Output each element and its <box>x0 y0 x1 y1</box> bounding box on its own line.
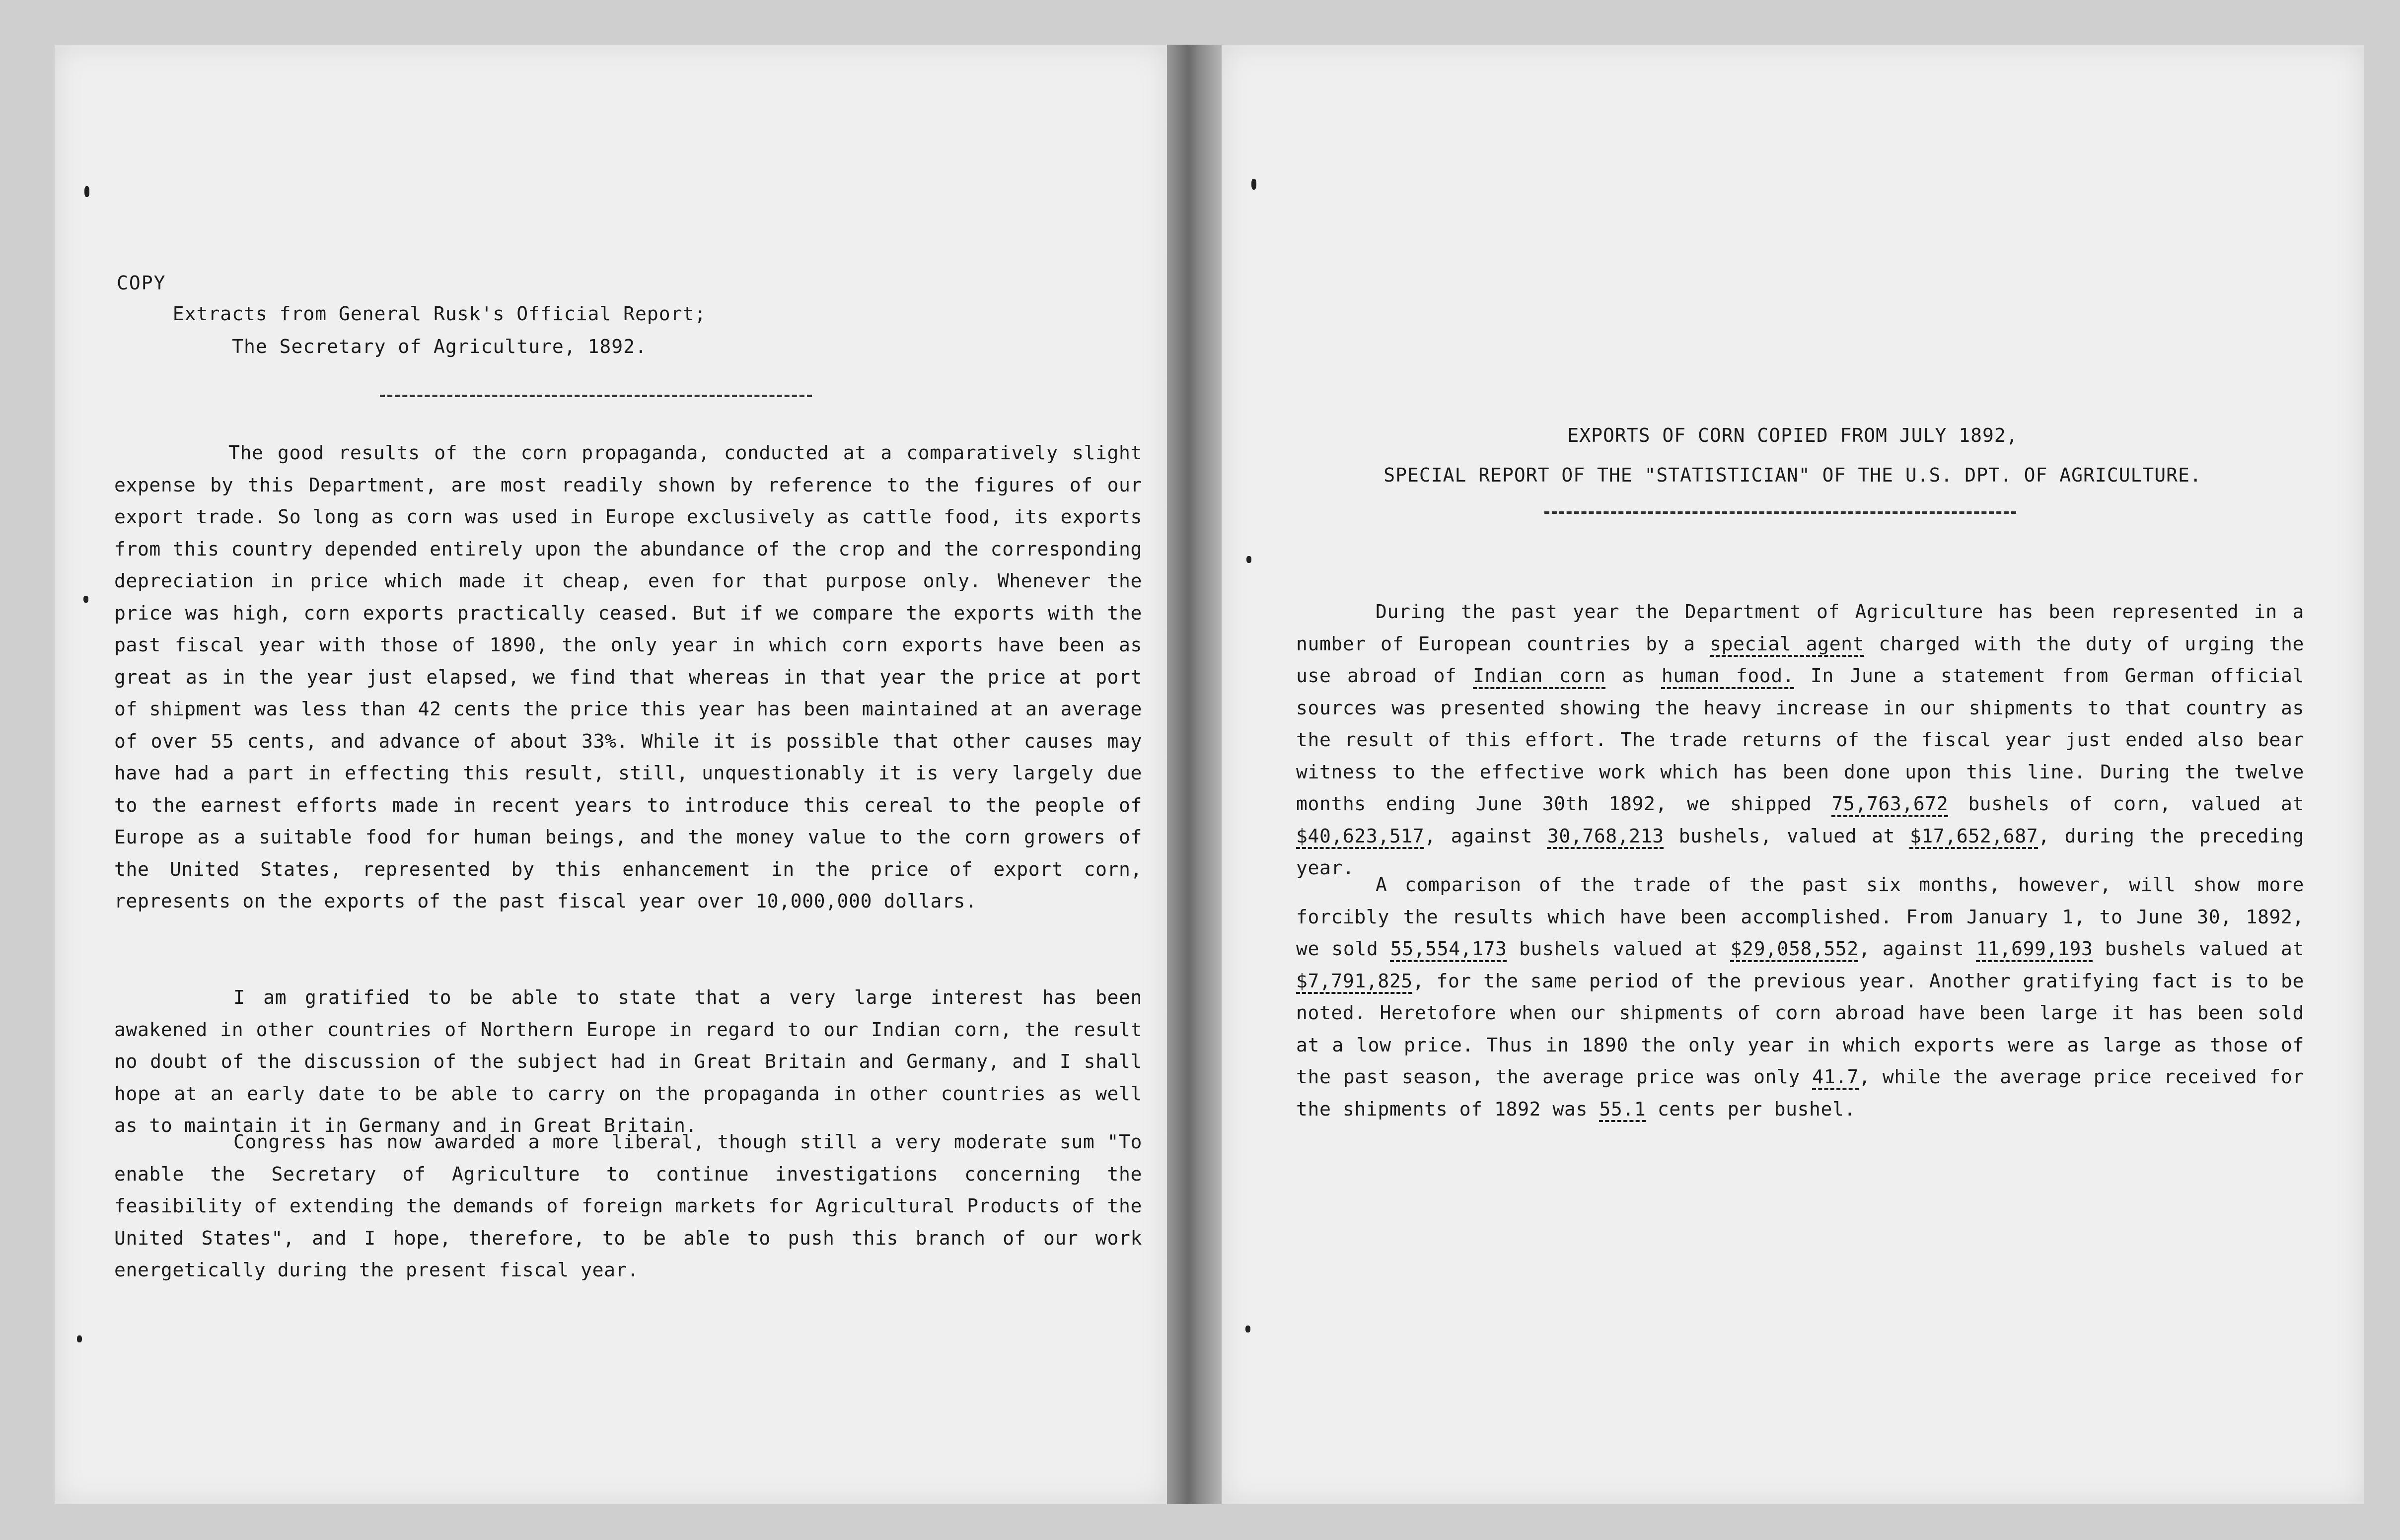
underlined-phrase: human food. <box>1661 665 1795 687</box>
right-title-line-1: EXPORTS OF CORN COPIED FROM JULY 1892, <box>1567 424 2018 446</box>
underlined-figure: 41.7 <box>1812 1066 1859 1088</box>
left-paragraph-1: The good results of the corn propaganda, conducted at a comparatively slight expense by this Department, are most readily shown by reference to the figures of our export trade. So long as corn was used in Europe exclusively as cattle food, its exports from this country depended entirely upon the abundance of the crop and the corresponding depreciation in price which made it cheap, even for that purpose only. Whenever the price was high, corn exports practically ceased. But if we compare the exports with the past fiscal year with those of 1890, the only year in which corn exports have been as great as in the year just elapsed, we find that whereas in that year the price at port of shipment was less than 42 cents the price this year has been maintained at an average of over 55 cents, and advance of about 33%. While it is possible that other causes may have had a part in effecting this result, still, unquestionably it is very largely due to the earnest efforts made in recent years to introduce this cereal to the people of Europe as a suitable food for human beings, and the money value to the corn growers of the United States, represented by this enhancement in the price of export corn, represents on the exports of the past fiscal year over 10,000,000 dollars. <box>114 442 1142 912</box>
text-run: charged with the duty of urging the use abroad of <box>1296 632 2305 687</box>
left-title-rule <box>380 395 812 397</box>
punch-hole-mark <box>1251 179 1256 190</box>
punch-hole-mark <box>1245 1326 1250 1332</box>
left-page <box>55 45 1167 1504</box>
text-run: , for the same period of the previous year. Another gratifying fact is to be noted. Heretofore when our shipments of corn abroad have been large it has been sold at a low price. Thus in 1890 the only year in which exports were as large as those of the past season, the average price was only <box>1296 970 2304 1088</box>
underlined-phrase: Indian corn <box>1473 665 1606 687</box>
left-title-line-2: The Secretary of Agriculture, 1892. <box>232 336 647 357</box>
text-run: as <box>1605 665 1662 687</box>
underlined-figure: 11,699,193 <box>1976 938 2093 960</box>
underlined-figure: 30,768,213 <box>1547 825 1664 847</box>
text-run: , while the average price received for the shipments of 1892 was <box>1296 1066 2304 1120</box>
underlined-phrase: special agent <box>1710 632 1865 655</box>
underlined-figure: $17,652,687 <box>1909 825 2038 847</box>
underlined-figure: 55.1 <box>1599 1098 1646 1120</box>
text-run: , against <box>1858 938 1976 960</box>
text-run: , against <box>1424 825 1547 847</box>
text-run: bushels of corn, valued at <box>1948 793 2304 815</box>
text-run: In June a statement from German official sources was presented showing the heavy increase in our shipments to that country as the result of this effort. The trade returns of the fiscal year just ended also bear witness to the effective work which has been done upon this line. During the twelve months ending June 30th 1892, we shipped <box>1296 665 2304 815</box>
punch-hole-mark <box>83 596 88 603</box>
right-paragraph-1 <box>1296 596 2304 884</box>
right-title-rule <box>1544 511 2016 514</box>
text-run: , during the preceding year. <box>1296 825 2305 879</box>
underlined-figure: $29,058,552 <box>1730 938 1859 960</box>
left-paragraph-3: Congress has now awarded a more liberal, though still a very moderate sum "To enable the Secretary of Agriculture to continue investigations concerning the feasibility of extending the demands of foreign markets for Agricultural Products of the United States", and I hope, therefore, to be able to push this branch of our work energetically during the present fiscal year. <box>114 1131 1142 1281</box>
underlined-figure: 75,763,672 <box>1831 793 1949 815</box>
punch-hole-mark <box>1246 556 1251 563</box>
right-title-line-2: SPECIAL REPORT OF THE "STATISTICIAN" OF THE U.S. DPT. OF AGRICULTURE. <box>1383 464 2202 486</box>
text-run: cents per bushel. <box>1646 1098 1856 1120</box>
text-run: A comparison of the trade of the past six months, however, will show more forcibly the results which have been accomplished. From January 1, to June 30, 1892, we sold <box>1296 874 2304 960</box>
underlined-figure: $40,623,517 <box>1296 825 1425 847</box>
underlined-figure: 55,554,173 <box>1390 938 1507 960</box>
text-run: bushels valued at <box>1507 938 1731 960</box>
copy-mark: COPY <box>117 272 166 294</box>
left-title-line-1: Extracts from General Rusk's Official Report; <box>172 303 707 325</box>
text-run: During the past year the Department of Agriculture has been represented in a number of European countries by a <box>1296 601 2304 655</box>
punch-hole-mark <box>84 186 89 197</box>
text-run: bushels valued at <box>2093 938 2305 960</box>
text-run: bushels, valued at <box>1664 825 1910 847</box>
right-page <box>1222 45 2364 1504</box>
binding-gutter <box>1167 45 1222 1504</box>
punch-hole-mark <box>77 1335 82 1342</box>
right-paragraph-2 <box>1296 869 2304 1125</box>
underlined-figure: $7,791,825 <box>1296 970 1413 992</box>
left-paragraph-2: I am gratified to be able to state that a very large interest has been awakened in other countries of Northern Europe in regard to our Indian corn, the result no doubt of the discussion of the subject had in Great Britain and Germany, and I shall hope at an early date to be able to carry on the propaganda in other countries as well as to maintain it in Germany and in Great Britain. <box>114 986 1142 1136</box>
